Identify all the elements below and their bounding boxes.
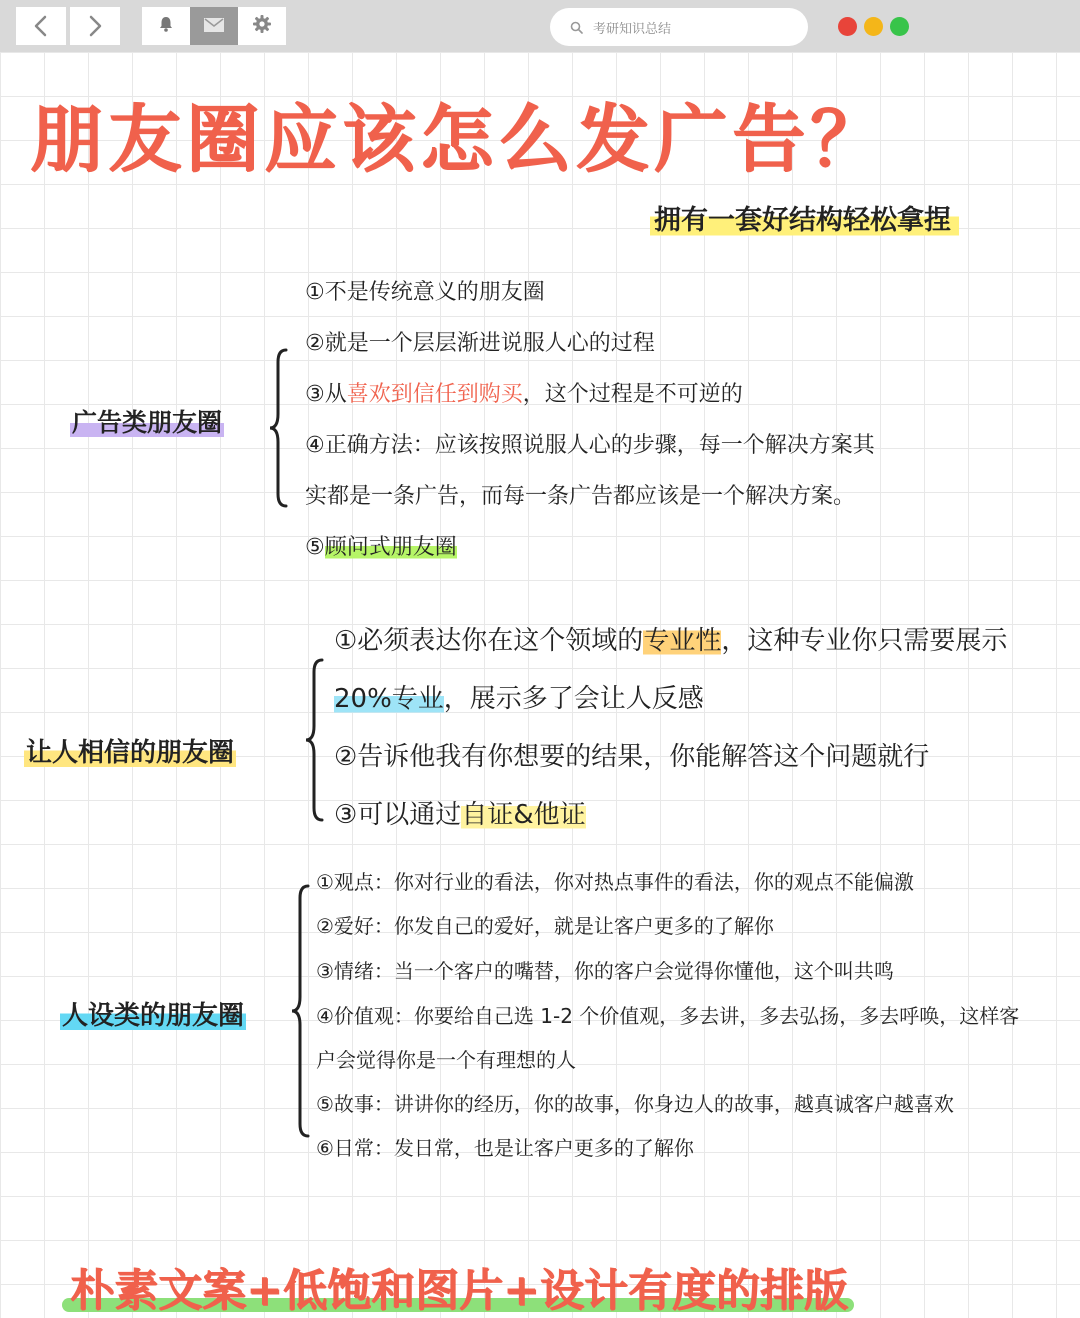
category-trust-moments: 让人相信的朋友圈	[24, 732, 236, 769]
trust-point-2: ②告诉他我有你想要的结果，你能解答这个问题就行	[334, 742, 930, 772]
browser-toolbar	[0, 0, 1080, 52]
search-icon	[570, 21, 583, 34]
ad-point-3	[305, 377, 743, 408]
settings-button[interactable]	[238, 7, 286, 45]
trust-point-1	[334, 620, 1007, 657]
persona-point-1: ①观点：你对行业的看法，你对热点事件的看法，你的观点不能偏激	[316, 870, 914, 894]
ad-point-5	[305, 530, 457, 561]
bell-icon	[157, 15, 175, 37]
ad-point-3-suffix: ，这个过程是不可逆的	[522, 382, 743, 407]
ad-point-4: ④正确方法：应该按照说服人心的步骤，每一个解决方案其	[305, 433, 875, 458]
maximize-window-button[interactable]	[890, 17, 909, 36]
minimize-window-button[interactable]	[864, 17, 883, 36]
gear-icon	[252, 14, 272, 38]
search-text: 考研知识总结	[593, 21, 672, 37]
trust-point-1-highlight: 专业性	[643, 626, 722, 656]
trust-point-3-prefix: ③可以通过	[334, 800, 462, 830]
trust-point-1-percent: 20%专业	[334, 684, 444, 714]
bottom-banner: 朴素文案+低饱和图片+设计有度的排版	[70, 1265, 848, 1316]
trust-point-1-suffix: ，这种专业你只需要展示	[721, 626, 1008, 656]
trust-point-1-tail: ，展示多了会让人反感	[443, 684, 704, 714]
persona-point-4: ④价值观：你要给自己选 1-2 个价值观，多去讲，多去弘扬，多去呼唤，这样客	[316, 1004, 1020, 1028]
brace-persona-moments	[288, 884, 312, 1138]
ad-point-4-continued: 实都是一条广告，而每一条广告都应该是一个解决方案。	[305, 484, 856, 509]
persona-point-2: ②爱好：你发自己的爱好，就是让客户更多的了解你	[316, 914, 774, 938]
search-input[interactable]	[550, 8, 808, 46]
back-button[interactable]	[16, 7, 66, 45]
close-window-button[interactable]	[838, 17, 857, 36]
notifications-button[interactable]	[142, 7, 190, 45]
ad-point-3-highlight: 喜欢到信任到购买	[346, 382, 523, 407]
mail-icon	[204, 17, 224, 36]
ad-point-5-highlight: 顾问式朋友圈	[324, 535, 457, 560]
brace-ad-moments	[266, 348, 290, 508]
persona-point-5: ⑤故事：讲讲你的经历，你的故事，你身边人的故事，越真诚客户越喜欢	[316, 1092, 954, 1116]
chevron-right-icon	[86, 15, 104, 37]
page-subtitle: 拥有一套好结构轻松拿捏	[650, 198, 959, 239]
ad-point-3-prefix: ③从	[305, 382, 347, 407]
ad-point-2: ②就是一个层层渐进说服人心的过程	[305, 331, 655, 356]
brace-trust-moments	[302, 658, 326, 822]
persona-point-3: ③情绪：当一个客户的嘴替，你的客户会觉得你懂他，这个叫共鸣	[316, 959, 894, 983]
forward-button[interactable]	[70, 7, 120, 45]
page-title: 朋友圈应该怎么发广告？	[30, 96, 888, 182]
trust-point-3	[334, 794, 586, 831]
ad-point-5-number: ⑤	[305, 535, 325, 560]
category-ad-moments: 广告类朋友圈	[70, 403, 224, 439]
trust-point-3-highlight: 自证&他证	[461, 800, 586, 830]
chevron-left-icon	[32, 15, 50, 37]
persona-point-6: ⑥日常：发日常，也是让客户更多的了解你	[316, 1136, 694, 1160]
mail-button[interactable]	[190, 7, 238, 45]
category-persona-moments: 人设类的朋友圈	[60, 995, 246, 1032]
persona-point-4-continued: 户会觉得你是一个有理想的人	[316, 1048, 576, 1072]
trust-point-1-prefix: ①必须表达你在这个领域的	[334, 626, 644, 656]
trust-point-1-continued	[334, 678, 704, 715]
ad-point-1: ①不是传统意义的朋友圈	[305, 280, 545, 305]
